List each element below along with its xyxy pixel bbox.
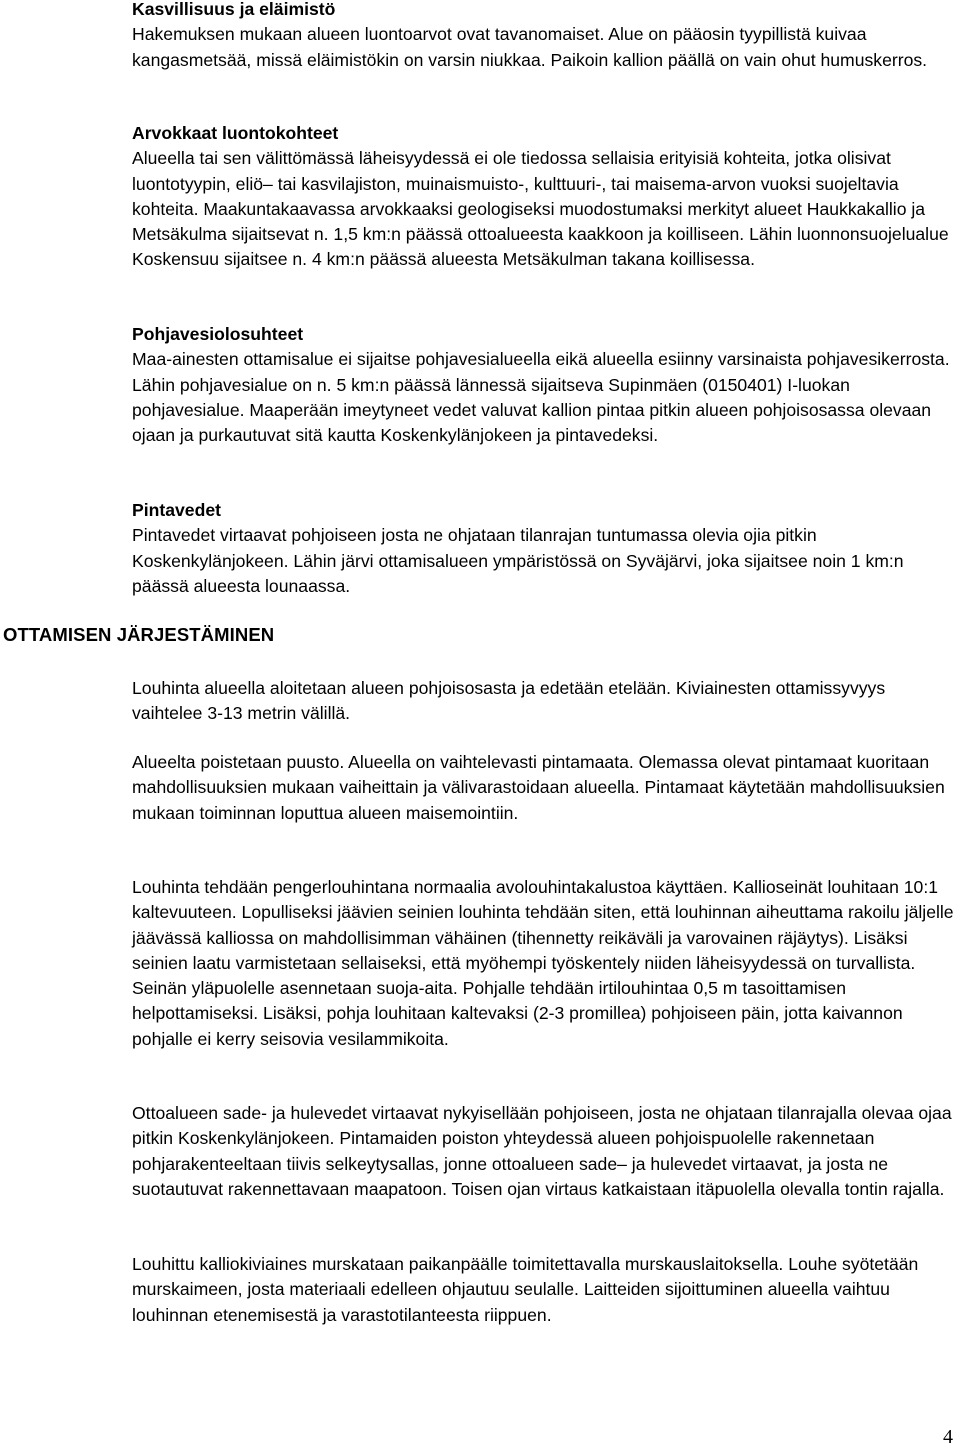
paragraph-quarrying-method: [132, 875, 958, 1052]
section-vegetation: [132, 0, 958, 73]
paragraph-text: Louhinta alueella aloitetaan alueen pohjoisosasta ja edetään etelään. Kiviainesten ottamissyvyys vaihtelee 3-13 metrin välillä.: [132, 678, 886, 724]
section-surface-water: [132, 498, 958, 599]
section-heading-groundwater: Pohjavesiolosuhteet: [132, 324, 304, 344]
main-section-heading: OTTAMISEN JÄRJESTÄMINEN: [3, 624, 275, 645]
paragraph-crushing: [132, 1252, 958, 1328]
section-text-groundwater: Maa-ainesten ottamisalue ei sijaitse pohjavesialueella eikä alueella esiinny varsinaista pohjavesikerrosta. Lähin pohjavesialue on n. 5 km:n päässä lännessä sijaitseva Supinmäen (0150401) I-luokan pohjavesialue. Maaperään imeytyneet vedet valuvat kallion pintaa pitkin alueen pohjoisosassa olevaan ojaan ja purkautuvat sitä kautta Koskenkylänjokeen ja pintavedeksi.: [132, 349, 950, 446]
paragraph-excavation-start: [132, 676, 958, 727]
section-heading-vegetation: Kasvillisuus ja eläimistö: [132, 0, 336, 19]
section-valuable-nature-sites: [132, 121, 958, 273]
paragraph-stormwater: [132, 1101, 958, 1202]
section-heading-surface-water: Pintavedet: [132, 500, 221, 520]
paragraph-text: Louhittu kalliokiviaines murskataan paikanpäälle toimitettavalla murskauslaitoksella. Louhe syötetään murskaimeen, josta materiaali edelleen ohjautuu seulalle. Laitteiden sijoittuminen alueella vaihtuu louhinnan etenemisestä ja varastotilanteesta riippuen.: [132, 1254, 919, 1325]
section-heading-valuable-nature-sites: Arvokkaat luontokohteet: [132, 123, 339, 143]
page-number: 4: [943, 1426, 953, 1448]
paragraph-text: Louhinta tehdään pengerlouhintana normaalia avolouhintakalustoa käyttäen. Kallioseinät louhitaan 10:1 kaltevuuteen. Lopulliseksi jäävien seinien louhinta tehdään siten, että louhinnan aiheuttama rakoilu jäljelle jäävässä kalliossa on mahdollisimman vähäinen (tihennetty reikäväli ja varovainen räjäytys). Lisäksi seinien laatu varmistetaan sellaiseksi, että myöhempi työskentely niiden läheisyydessä on turvallista. Seinän yläpuolelle asennetaan suoja-aita. Pohjalle tehdään irtilouhintaa 0,5 m tasoittamisen helpottamiseksi. Lisäksi, pohja louhitaan kaltevaksi (2-3 promillea) pohjoiseen päin, jotta kaivannon pohjalle ei kerry seisovia vesilammikoita.: [132, 877, 954, 1049]
paragraph-text: Alueelta poistetaan puusto. Alueella on vaihtelevasti pintamaata. Olemassa olevat pintamaat kuoritaan mahdollisuuksien mukaan vaiheittain ja välivarastoidaan alueella. Pintamaat käytetään mahdollisuuksien mukaan toiminnan loputtua alueen maisemointiin.: [132, 752, 945, 823]
paragraph-text: Ottoalueen sade- ja hulevedet virtaavat nykyisellään pohjoiseen, josta ne ohjataan tilanrajalla olevaa ojaa pitkin Koskenkylänjokeen. Pintamaiden poiston yhteydessä alueen pohjoispuolelle rakennetaan pohjarakenteeltaan tiivis selkeytysallas, jonne ottoalueen sade– ja hulevedet virtaavat, ja josta ne suotautuvat rakennettavaan maapatoon. Toisen ojan virtaus katkaistaan itäpuolella olevalla tontin rajalla.: [132, 1103, 952, 1199]
paragraph-topsoil: [132, 750, 958, 826]
section-text-vegetation: Hakemuksen mukaan alueen luontoarvot ovat tavanomaiset. Alue on pääosin tyypillistä kuivaa kangasmetsää, missä eläimistökin on varsin niukkaa. Paikoin kallion päällä on vain ohut humuskerros.: [132, 24, 928, 70]
section-text-surface-water: Pintavedet virtaavat pohjoiseen josta ne ohjataan tilanrajan tuntumassa olevia ojia pitkin Koskenkylänjokeen. Lähin järvi ottamisalueen ympäristössä on Syväjärvi, joka sijaitsee noin 1 km:n päässä alueesta lounaassa.: [132, 525, 904, 596]
section-groundwater: [132, 322, 958, 448]
section-text-valuable-nature-sites: Alueella tai sen välittömässä läheisyydessä ei ole tiedossa sellaisia erityisiä kohteita, jotka olisivat luontotyypin, eliö– tai kasvilajiston, muinaismuisto-, kulttuuri-, tai maisema-arvon vuoksi suojeltavia kohteita. Maakuntakaavassa arvokkaaksi geologiseksi muodostumaksi merkityt alueet Haukkakallio ja Metsäkulma sijaitsevat n. 1,5 km:n päässä ottoalueesta kaakkoon ja koilliseen. Lähin luonnonsuojelualue Koskensuu sijaitsee n. 4 km:n päässä alueesta Metsäkulman takana koillisessa.: [132, 148, 949, 270]
